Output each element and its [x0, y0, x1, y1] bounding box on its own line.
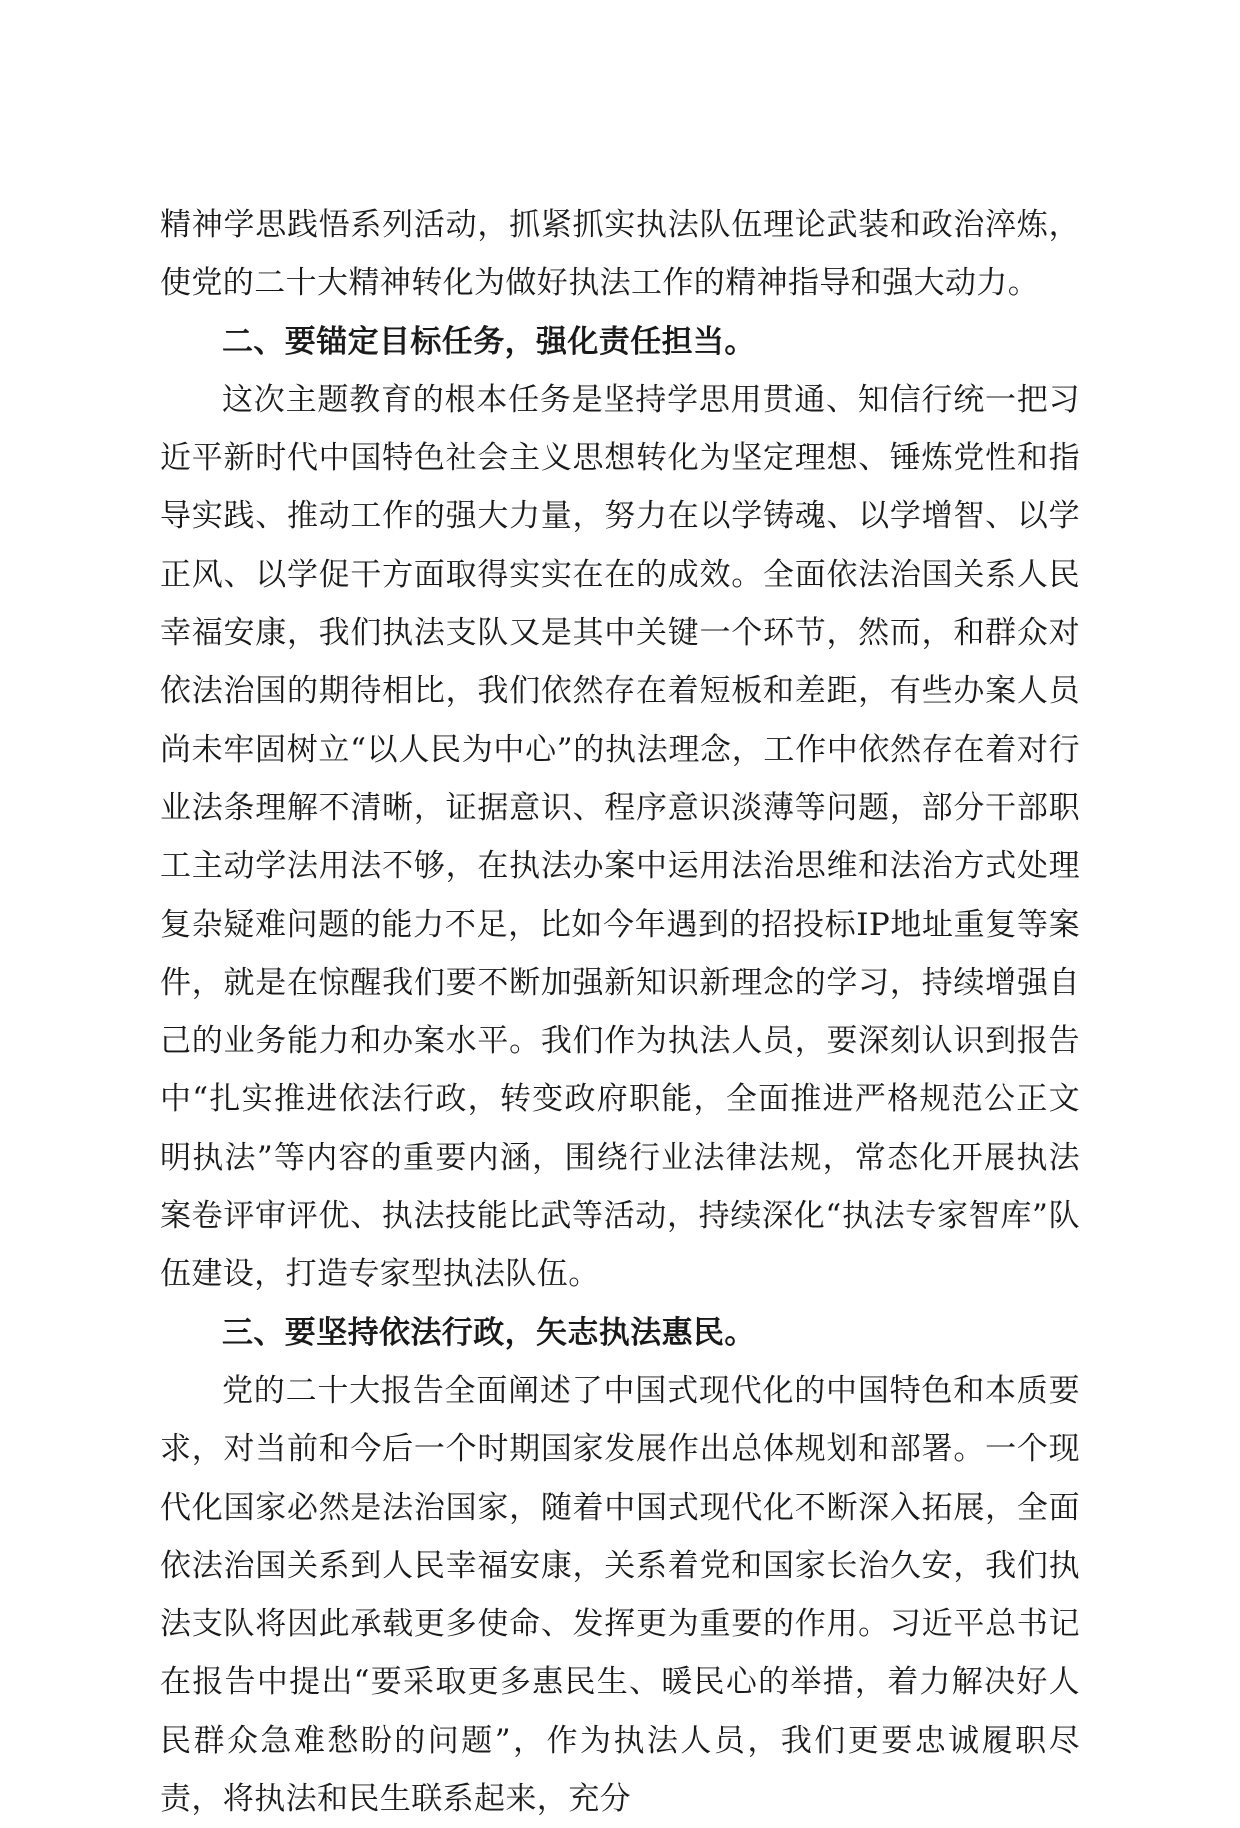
section-heading-three: 三、要坚持依法行政，矢志执法惠民。 — [222, 1314, 756, 1351]
document-body — [160, 196, 1080, 1828]
paragraph-section-three-body: 党的二十大报告全面阐述了中国式现代化的中国特色和本质要求，对当前和今后一个时期国家发展作出总体规划和部署。一个现代化国家必然是法治国家，随着中国式现代化不断深入拓展，全面依法治国关系到人民幸福安康，关系着党和国家长治久安，我们执法支队将因此承载更多使命、发挥更为重要的作用。习近平总书记在报告中提出“要采取更多惠民生、暖民心的举措，着力解决好人民群众急难愁盼的问题”，作为执法人员，我们更要忠诚履职尽责，将执法和民生联系起来，充分 — [160, 1372, 1080, 1818]
paragraph-section-two-body: 这次主题教育的根本任务是坚持学思用贯通、知信行统一把习近平新时代中国特色社会主义思想转化为坚定理想、锤炼党性和指导实践、推动工作的强大力量，努力在以学铸魂、以学增智、以学正风、以学促干方面取得实实在在的成效。全面依法治国关系人民幸福安康，我们执法支队又是其中关键一个环节，然而，和群众对依法治国的期待相比，我们依然存在着短板和差距，有些办案人员尚未牢固树立“以人民为中心”的执法理念，工作中依然存在着对行业法条理解不清晰，证据意识、程序意识淡薄等问题，部分干部职工主动学法用法不够，在执法办案中运用法治思维和法治方式处理复杂疑难问题的能力不足，比如今年遇到的招投标IP地址重复等案件，就是在惊醒我们要不断加强新知识新理念的学习，持续增强自己的业务能力和办案水平。我们作为执法人员，要深刻认识到报告中“扎实推进依法行政，转变政府职能，全面推进严格规范公正文明执法”等内容的重要内涵，围绕行业法律法规，常态化开展执法案卷评审评优、执法技能比武等活动，持续深化“执法专家智库”队伍建设，打造专家型执法队伍。 — [160, 381, 1080, 1293]
paragraph-continuation: 精神学思践悟系列活动，抓紧抓实执法队伍理论武装和政治淬炼，使党的二十大精神转化为做好执法工作的精神指导和强大动力。 — [160, 207, 1080, 302]
section-heading-two: 二、要锚定目标任务，强化责任担当。 — [222, 323, 756, 360]
